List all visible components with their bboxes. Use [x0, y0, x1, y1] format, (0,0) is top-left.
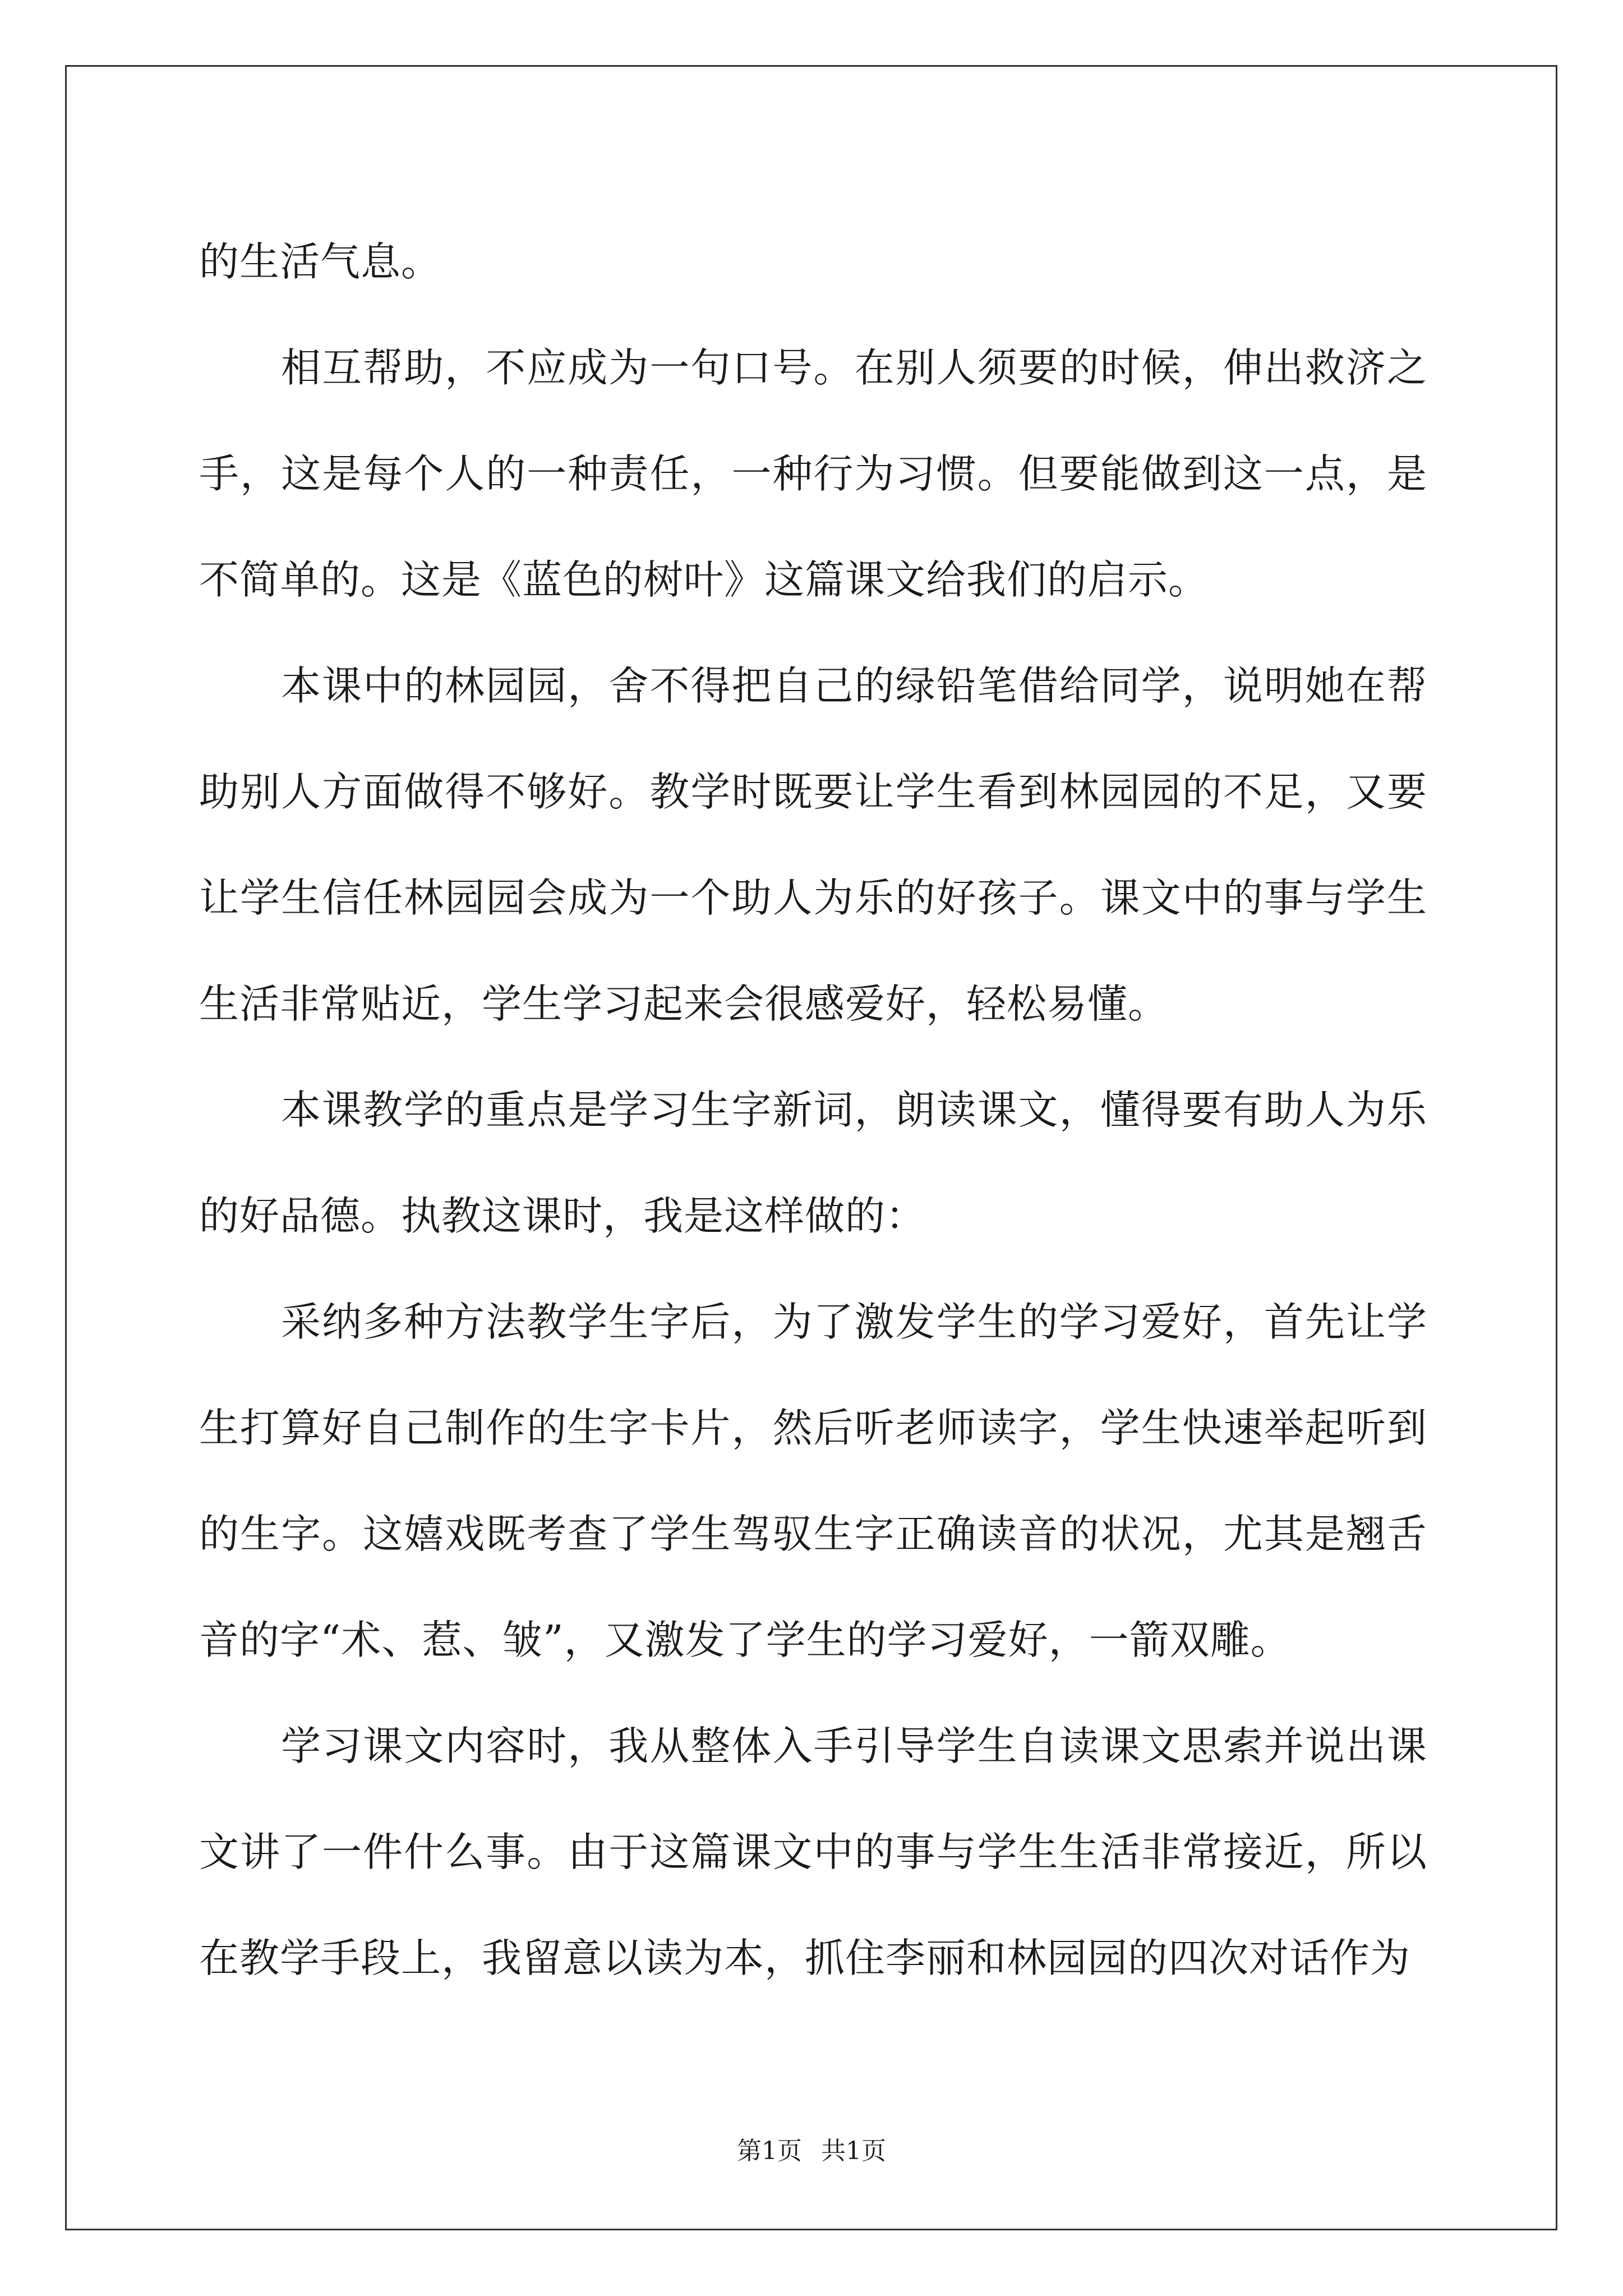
document-body	[199, 209, 1427, 2011]
paragraph: 本课中的林园园，舍不得把自己的绿铅笔借给同学，说明她在帮助别人方面做得不够好。教学时既要让学生看到林园园的不足，又要让学生信任林园园会成为一个助人为乐的好孩子。课文中的事与学生生活非常贴近，学生学习起来会很感爱好，轻松易懂。	[199, 662, 1427, 1027]
paragraph: 相互帮助，不应成为一句口号。在别人须要的时候，伸出救济之手，这是每个人的一种责任，一种行为习惯。但要能做到这一点，是不简单的。这是《蓝色的树叶》这篇课文给我们的启示。	[199, 344, 1427, 603]
paragraph: 本课教学的重点是学习生字新词，朗读课文，懂得要有助人为乐的好品德。执教这课时，我是这样做的：	[199, 1087, 1427, 1239]
paragraph: 的生活气息。	[199, 238, 442, 285]
page-footer: 第1页 共1页	[737, 2137, 886, 2165]
paragraph: 学习课文内容时，我从整体入手引导学生自读课文思索并说出课文讲了一件什么事。由于这篇课文中的事与学生生活非常接近，所以在教学手段上，我留意以读为本，抓住李丽和林园园的四次对话作为	[199, 1723, 1427, 1981]
paragraph: 采纳多种方法教学生字后，为了激发学生的学习爱好，首先让学生打算好自己制作的生字卡片，然后听老师读字，学生快速举起听到的生字。这嬉戏既考查了学生驾驭生字正确读音的状况，尤其是翘舌音的字“术、惹、皱”，又激发了学生的学习爱好，一箭双雕。	[199, 1299, 1427, 1663]
